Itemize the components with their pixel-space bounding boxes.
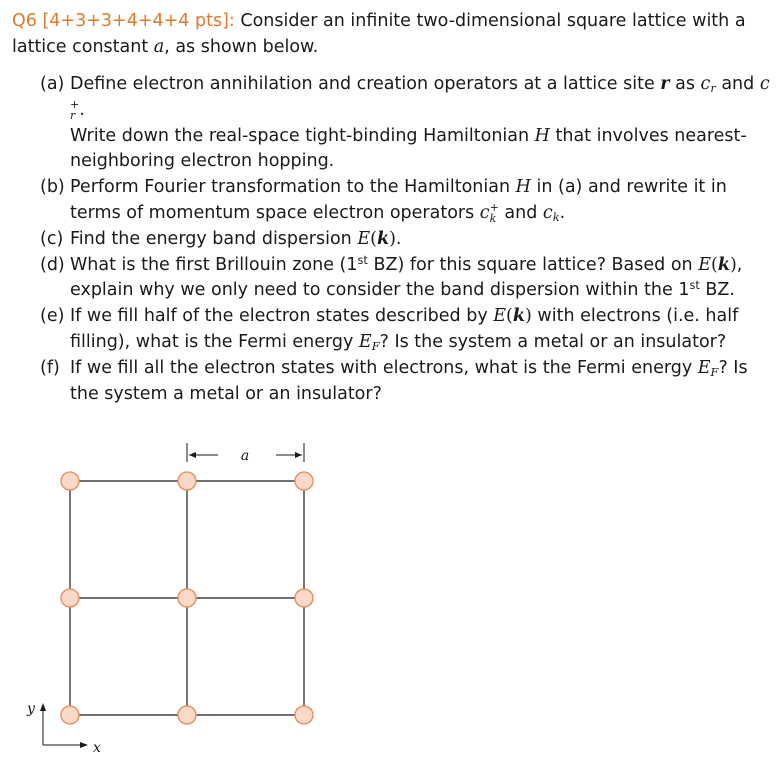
y-axis-label: y (27, 701, 35, 717)
subquestion-label: (b) (40, 177, 65, 198)
ordinal-superscript: st (689, 278, 700, 293)
subquestion-text: with electrons (i.e. half filling), what is the Fermi energy (70, 306, 739, 352)
subquestion-text: , explain why we only need to consider the band dispersion within the 1 (70, 254, 743, 301)
subquestion-text: ? Is the system a metal or an insulator? (379, 331, 727, 352)
lattice-site (178, 589, 196, 607)
subquestion-text: BZ. (699, 280, 735, 301)
subquestion-text: and (715, 74, 760, 94)
math-symbol: E (698, 254, 711, 275)
question-intro-end: , as shown below. (164, 37, 319, 57)
math-superscript: + (489, 200, 499, 214)
subquestion-text: Write down the real-space tight-binding Hamiltonian (70, 125, 535, 146)
arrow-right-icon (295, 452, 302, 458)
math-paren: ( (370, 228, 377, 249)
question-label: Q6 [4+3+3+4+4+4 pts]: (12, 11, 235, 31)
lattice-site (295, 472, 313, 490)
subquestion-text: as (669, 74, 701, 94)
question-intro-text: Consider an infinite two-dimensional square lattice with a lattice constant (12, 11, 746, 57)
math-symbol: k (717, 254, 730, 275)
math-symbol: c (479, 202, 490, 223)
arrow-left-icon (189, 452, 196, 458)
math-paren: ) (525, 306, 532, 327)
subquestion-text: BZ) for this square lattice? Based on (367, 254, 699, 275)
math-subscript: r (710, 80, 716, 95)
subquestion-text: . (79, 99, 85, 120)
subquestion-text: If we fill all the electron states with electrons, what is the Fermi energy (70, 357, 698, 378)
math-subscript: F (710, 364, 719, 379)
subquestion-label: (a) (40, 74, 65, 94)
math-paren: ) (729, 254, 737, 275)
lattice-site (295, 589, 313, 607)
subquestion-text: Perform Fourier transformation to the Hamiltonian (70, 177, 516, 198)
math-superscript: + (70, 97, 80, 111)
lattice-constant-label: a (240, 448, 250, 464)
math-symbol: r (660, 74, 670, 94)
ordinal-superscript: st (357, 252, 368, 267)
subquestion-label: (d) (40, 254, 65, 275)
lattice-site (61, 706, 79, 724)
lattice-site (61, 589, 79, 607)
lattice-site (178, 472, 196, 490)
math-subscript: F (371, 338, 380, 353)
math-symbol: c (542, 202, 553, 223)
lattice-site (295, 706, 313, 724)
subquestion-text: that involves nearest-neighboring electron hopping. (70, 125, 747, 172)
subquestion-label: (f) (40, 357, 60, 378)
math-symbol: c (700, 74, 711, 94)
subquestion-text: and (498, 202, 543, 223)
subquestion-text: in (a) and rewrite it in terms of momentum space electron operators (70, 177, 727, 223)
x-axis-arrow-icon (80, 742, 88, 748)
lattice-constant-symbol: a (153, 37, 165, 57)
math-symbol: E (493, 306, 507, 327)
lattice-constant-indicator (187, 443, 304, 464)
lattice-site (61, 472, 79, 490)
y-axis-arrow-icon (40, 703, 46, 711)
math-paren: ) (389, 228, 396, 249)
subquestion-label: (e) (40, 306, 65, 327)
math-symbol: H (534, 125, 550, 146)
math-paren: ( (506, 306, 513, 327)
subquestion-text: Find the energy band dispersion (70, 228, 358, 249)
math-symbol: E (358, 331, 372, 352)
subquestion-text: If we fill half of the electron states described by (70, 306, 494, 327)
math-subscript: r (70, 108, 76, 122)
math-symbol: H (515, 177, 531, 198)
math-symbol: k (512, 306, 526, 327)
subquestion-text: Define electron annihilation and creation operators at a lattice site (70, 74, 661, 94)
subquestion-label: (c) (40, 228, 64, 249)
math-subscript: k (552, 209, 560, 224)
math-subscript: k (489, 211, 497, 225)
math-symbol: E (357, 228, 371, 249)
math-symbol: c (759, 74, 770, 94)
subquestion-text: ? Is the system a metal or an insulator? (70, 357, 748, 404)
subquestion-text: . (559, 202, 566, 223)
math-symbol: E (697, 357, 711, 378)
subquestion-text: What is the first Brillouin zone (1 (70, 254, 358, 275)
math-symbol: k (376, 228, 390, 249)
lattice-site (178, 706, 196, 724)
x-axis-label: x (93, 740, 101, 756)
math-paren: ( (710, 254, 718, 275)
subquestion-text: . (395, 228, 402, 249)
